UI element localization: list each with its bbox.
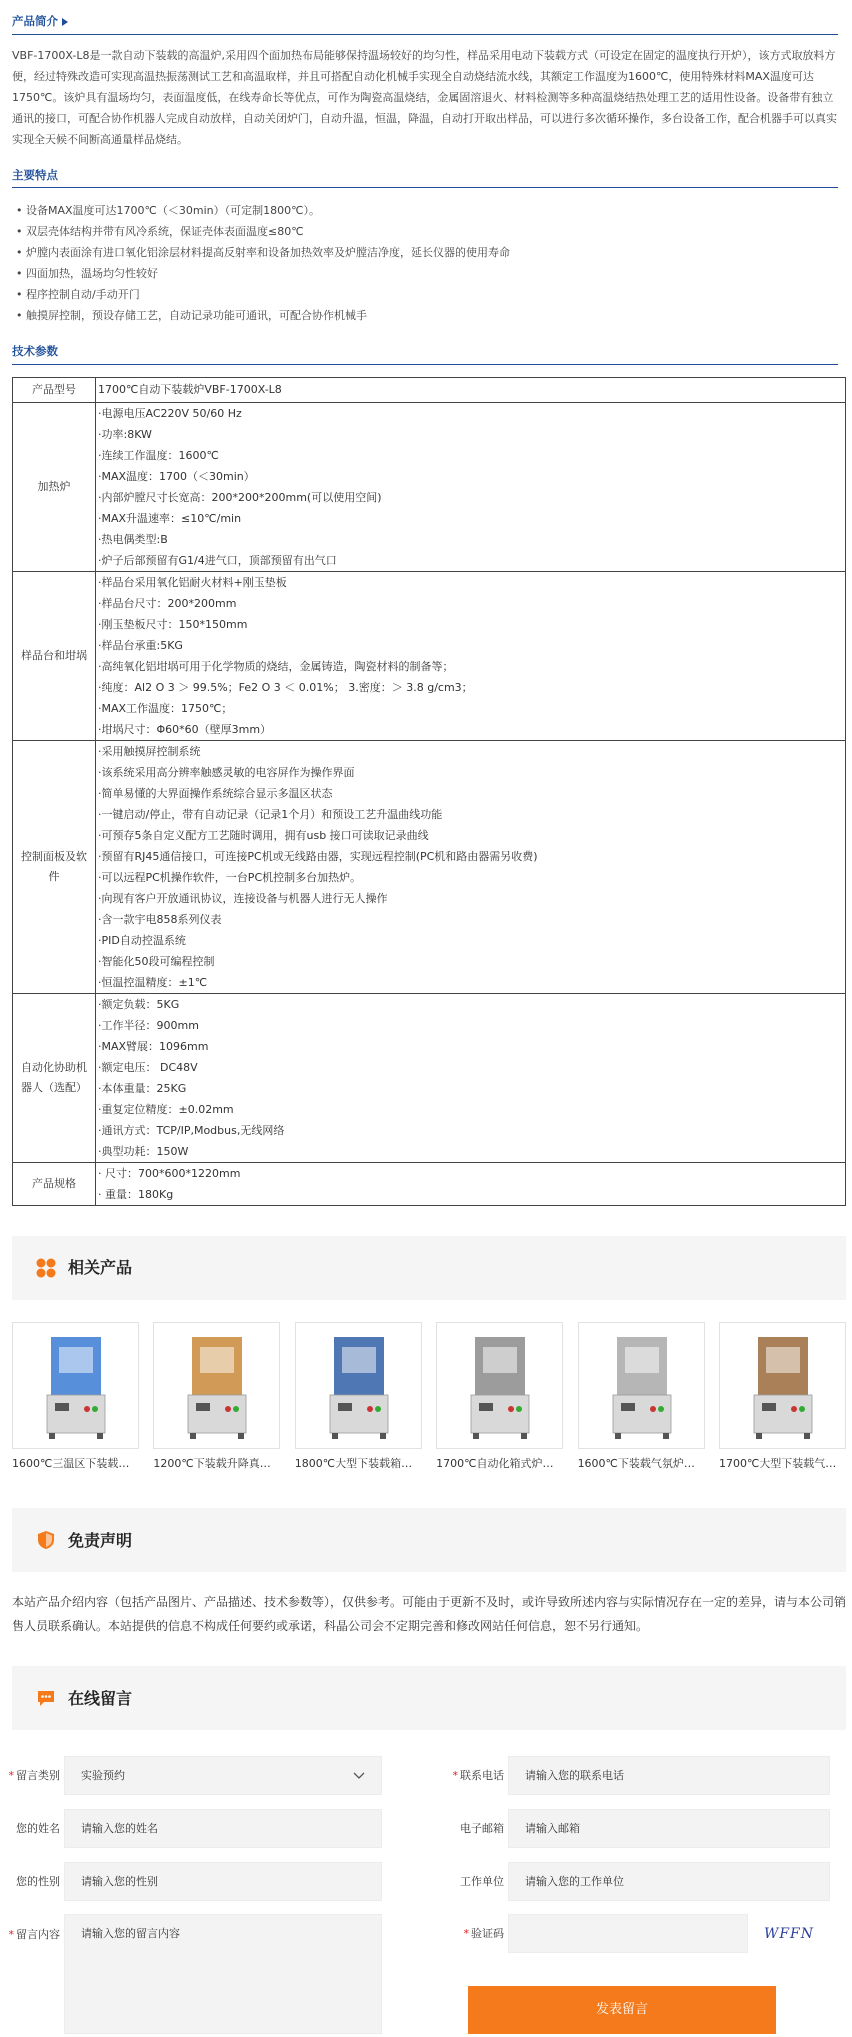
shield-icon <box>36 1530 56 1550</box>
feature-item: • 四面加热，温场均匀性较好 <box>12 263 852 284</box>
chevron-down-icon <box>353 1772 365 1780</box>
spec-values <box>96 1162 846 1205</box>
spec-value-line: ·电源电压AC220V 50/60 Hz <box>98 406 242 420</box>
spec-key: 产品型号 <box>13 377 96 402</box>
spec-value-line: ·样品台尺寸：200*200mm <box>98 596 237 610</box>
intro-text: VBF-1700X-L8是一款自动下装载的高温炉,采用四个面加热布局能够保持温场较好的均匀性，样品采用电动下装载方式（可设定在固定的温度执行开炉），该方式取放料方便，经过特殊改造可实现高温热振荡测试工艺和高温取样，并且可搭配自动化机械手实现全自动烧结流水线，其额定工作温度为1600℃，使用特殊材料MAX温度可达1750℃。该炉具有温场均匀，表面温度低，在线寿命长等优点，可作为陶瓷高温烧结，金属固溶退火、材料检测等多种高温烧结热处理工艺的适用性设备。设备带有独立通讯的接口，可配合协作机器人完成自动放样，自动关闭炉门，自动升温，恒温，降温，自动打开取出样品，可以进行多次循环操作，多台设备工作，配合机器手可以真实实现全天候不间断高通量样品烧结。 <box>12 48 837 146</box>
related-products-title: 相关产品 <box>68 1257 133 1277</box>
spec-value-line: ·采用触摸屏控制系统 <box>98 744 201 758</box>
spec-row <box>13 740 846 993</box>
gender-input[interactable]: 请输入您的性别 <box>64 1862 382 1901</box>
spec-key: 自动化协助机器人（选配） <box>13 993 96 1162</box>
spec-value-line: ·本体重量：25KG <box>98 1081 187 1095</box>
spec-value-line: ·MAX升温速率：≤10℃/min <box>98 511 242 525</box>
feature-item: • 设备MAX温度可达1700℃（＜30min）（可定制1800℃）。 <box>12 200 852 221</box>
spec-table <box>12 377 846 1206</box>
spec-value-line: ·典型功耗：150W <box>98 1144 189 1158</box>
spec-row <box>13 993 846 1162</box>
spec-key: 样品台和坩埚 <box>13 571 96 740</box>
feature-item: • 程序控制自动/手动开门 <box>12 284 852 305</box>
related-product-card[interactable] <box>578 1322 705 1473</box>
spec-values <box>96 993 846 1162</box>
disclaimer-header <box>12 1508 846 1572</box>
spec-value-line: ·额定负载：5KG <box>98 997 180 1011</box>
spec-row <box>13 402 846 571</box>
spec-row <box>13 377 846 402</box>
disclaimer-text: 本站产品介绍内容（包括产品图片、产品描述、技术参数等），仅供参考。可能由于更新不及时，或许导致所述内容与实际情况存在一定的差异，请与本公司销售人员联系确认。本站提供的信息不构成任何要约或承诺，科晶公司会不定期完善和修改网站任何信息，恕不另行通知。 <box>12 1595 847 1634</box>
spec-value-line: ·炉子后部预留有G1/4进气口，顶部预留有出气口 <box>98 553 337 567</box>
product-image[interactable] <box>719 1322 846 1449</box>
gender-label: 您的性别 <box>16 1875 60 1889</box>
captcha-label: 验证码 <box>471 1927 504 1941</box>
captcha-row: * 验证码 WFFN <box>448 1914 830 1953</box>
spec-value-line: ·功率:8KW <box>98 427 152 441</box>
spec-value-line: ·通讯方式：TCP/IP,Modbus,无线网络 <box>98 1123 285 1137</box>
product-image[interactable] <box>153 1322 280 1449</box>
spec-value-line: ·样品台承重:5KG <box>98 638 183 652</box>
spec-value-line: ·一键启动/停止，带有自动记录（记录1个月）和预设工艺升温曲线功能 <box>98 807 443 821</box>
chat-icon <box>36 1688 56 1708</box>
product-caption[interactable]: 1600℃三温区下装载… <box>12 1456 130 1470</box>
spec-value-line: ·向现有客户开放通讯协议，连接设备与机器人进行无人操作 <box>98 891 388 905</box>
related-product-card[interactable] <box>295 1322 422 1473</box>
spec-value-line: ·纯度：Al2 O 3 ＞ 99.5%；Fe2 O 3 ＜ 0.01%； 3.密度：＞ 3.8 g/cm3； <box>98 680 473 694</box>
spec-value-line: ·工作半径：900mm <box>98 1018 199 1032</box>
product-caption[interactable]: 1700℃大型下装载气… <box>718 1456 837 1470</box>
grid-icon <box>36 1258 56 1278</box>
spec-value-line: ·含一款宇电858系列仪表 <box>98 912 222 926</box>
name-row <box>4 1809 382 1848</box>
phone-input[interactable]: 请输入您的联系电话 <box>508 1756 830 1795</box>
spec-key: 加热炉 <box>13 402 96 571</box>
product-caption[interactable]: 1200℃下装载升降真… <box>153 1456 271 1470</box>
spec-value-line: ·可以远程PC机操作软件，一台PC机控制多台加热炉。 <box>98 870 362 884</box>
email-row <box>448 1809 830 1848</box>
triangle-right-icon <box>62 18 68 26</box>
spec-value-line: 1700℃自动下装载炉VBF-1700X-L8 <box>98 383 282 397</box>
category-label: 留言类别 <box>16 1769 60 1783</box>
spec-key: 控制面板及软件 <box>13 740 96 993</box>
submit-button[interactable]: 发表留言 <box>468 1986 776 2034</box>
section-header-features <box>12 166 838 189</box>
category-select[interactable] <box>64 1756 382 1795</box>
product-caption[interactable]: 1800℃大型下装载箱… <box>294 1456 413 1470</box>
related-product-card[interactable] <box>153 1322 280 1473</box>
spec-value-line: ·额定电压： DC48V <box>98 1060 198 1074</box>
email-input[interactable]: 请输入邮箱 <box>508 1809 830 1848</box>
related-product-card[interactable] <box>436 1322 563 1473</box>
spec-value-line: ·MAX温度：1700（＜30min） <box>98 469 255 483</box>
category-value: 实验预约 <box>81 1769 125 1783</box>
spec-value-line: ·刚玉垫板尺寸：150*150mm <box>98 617 248 631</box>
related-product-card[interactable] <box>719 1322 846 1473</box>
phone-row: * 联系电话 请输入您的联系电话 <box>448 1756 830 1795</box>
product-image[interactable] <box>436 1322 563 1449</box>
spec-value-line: ·PID自动控温系统 <box>98 933 186 947</box>
message-title: 在线留言 <box>68 1688 133 1708</box>
captcha-image[interactable]: WFFN <box>763 1925 815 1942</box>
spec-value-line: ·该系统采用高分辨率触感灵敏的电容屏作为操作界面 <box>98 765 355 779</box>
company-label: 工作单位 <box>460 1875 504 1889</box>
spec-value-line: ·重复定位精度：±0.02mm <box>98 1102 234 1116</box>
spec-key: 产品规格 <box>13 1162 96 1205</box>
spec-row <box>13 1162 846 1205</box>
feature-item: • 触摸屏控制，预设存储工艺，自动记录功能可通讯，可配合协作机械手 <box>12 305 852 326</box>
section-header-specs <box>12 342 838 365</box>
spec-value-line: ·样品台采用氧化铝耐火材料+刚玉垫板 <box>98 575 287 589</box>
product-caption[interactable]: 1600℃下装载气氛炉… <box>577 1456 695 1470</box>
related-products-header <box>12 1236 846 1300</box>
feature-item: • 双层壳体结构并带有风冷系统，保证壳体表面温度≤80℃ <box>12 221 852 242</box>
spec-value-line: ·连续工作温度：1600℃ <box>98 448 219 462</box>
section-title-specs: 技术参数 <box>12 344 58 359</box>
spec-values <box>96 740 846 993</box>
spec-value-line: ·可预存5条自定义配方工艺随时调用，拥有usb 接口可读取记录曲线 <box>98 828 429 842</box>
section-title-features: 主要特点 <box>12 167 58 182</box>
spec-values <box>96 402 846 571</box>
spec-value-line: ·坩埚尺寸：Φ60*60（壁厚3mm） <box>98 722 272 736</box>
feature-item: • 炉膛内表面涂有进口氧化铝涂层材料提高反射率和设备加热效率及炉膛洁净度，延长仪器的使用寿命 <box>12 242 852 263</box>
section-title-intro: 产品简介 <box>12 14 58 28</box>
spec-value-line: ·MAX臂展：1096mm <box>98 1039 209 1053</box>
spec-value-line: ·高纯氧化铝坩埚可用于化学物质的烧结，金属铸造，陶瓷材料的制备等； <box>98 659 454 673</box>
spec-value-line: ·简单易懂的大界面操作系统综合显示多温区状态 <box>98 786 333 800</box>
phone-label: 联系电话 <box>460 1769 504 1783</box>
spec-row <box>13 571 846 740</box>
spec-value-line: ·内部炉膛尺寸长宽高：200*200*200mm(可以使用空间) <box>98 490 382 504</box>
product-caption[interactable]: 1700℃自动化箱式炉… <box>436 1456 554 1470</box>
email-label: 电子邮箱 <box>460 1822 504 1836</box>
section-header-intro <box>12 12 838 35</box>
related-product-list <box>12 1322 846 1473</box>
product-image[interactable] <box>578 1322 705 1449</box>
spec-value-line: ·MAX工作温度：1750℃； <box>98 701 233 715</box>
content-row: * 留言内容 请输入您的留言内容 <box>4 1914 382 2034</box>
feature-list <box>12 188 852 326</box>
disclaimer-title: 免责声明 <box>68 1530 133 1550</box>
product-image[interactable] <box>12 1322 139 1449</box>
product-image[interactable] <box>295 1322 422 1449</box>
spec-values <box>96 377 846 402</box>
company-row <box>448 1862 830 1901</box>
company-input[interactable]: 请输入您的工作单位 <box>508 1862 830 1901</box>
content-textarea[interactable]: 请输入您的留言内容 <box>64 1914 382 2034</box>
spec-value-line: · 尺寸：700*600*1220mm <box>98 1166 241 1180</box>
message-form <box>8 1756 846 2026</box>
spec-value-line: ·智能化50段可编程控制 <box>98 954 215 968</box>
spec-value-line: ·预留有RJ45通信接口，可连接PC机或无线路由器，实现远程控制(PC机和路由器需另收费) <box>98 849 538 863</box>
captcha-input[interactable] <box>508 1914 748 1953</box>
message-header <box>12 1666 846 1730</box>
category-row: * 留言类别 实验预约 <box>4 1756 382 1795</box>
spec-value-line: ·恒温控温精度：±1℃ <box>98 975 208 989</box>
content-label: 留言内容 <box>16 1928 60 1942</box>
gender-row <box>4 1862 382 1901</box>
spec-value-line: ·热电偶类型:B <box>98 532 168 546</box>
spec-value-line: · 重量：180Kg <box>98 1187 174 1201</box>
name-label: 您的姓名 <box>16 1822 60 1836</box>
name-input[interactable]: 请输入您的姓名 <box>64 1809 382 1848</box>
related-product-card[interactable] <box>12 1322 139 1473</box>
spec-values <box>96 571 846 740</box>
